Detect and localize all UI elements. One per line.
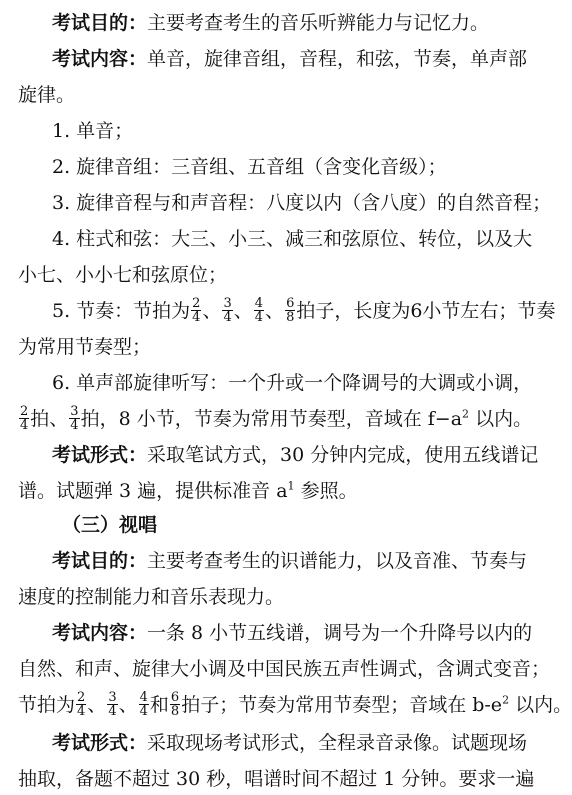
list-item-5-cont: 为常用节奏型； bbox=[18, 336, 152, 358]
list-item-3: 3. 旋律音程与和声音程：八度以内（含八度）的自然音程； bbox=[52, 192, 552, 214]
exam-content-line bbox=[52, 46, 527, 72]
fraction-6-8: $\frac{6}{8}$ bbox=[286, 295, 295, 325]
list-item-5: 5. 节奏：节拍为 $\frac{2}{4}$ 、 $\frac{3}{4}$ 、 $\frac{4}{4}$ 、 $\frac{6}{8}$ 拍子，长度为6小节左右；节奏 bbox=[52, 295, 556, 325]
exam-form-line bbox=[52, 442, 538, 468]
exam-goal-text: 主要考查考生的音乐听辨能力与记忆力。 bbox=[147, 12, 490, 34]
exam-content-line-2-cont: 自然、和声、旋律大小调及中国民族五声性调式，含调式变音； bbox=[18, 658, 551, 680]
fraction-3-4: $\frac{3}{4}$ bbox=[108, 689, 117, 719]
fraction-2-4: $\frac{2}{4}$ bbox=[20, 403, 29, 433]
exam-content-label: 考试内容： bbox=[52, 622, 148, 644]
fraction-4-4: $\frac{4}{4}$ bbox=[254, 295, 264, 325]
exam-goal-line bbox=[52, 10, 489, 36]
item5-prefix: 5. 节奏：节拍为 bbox=[52, 300, 191, 322]
fraction-3-4: $\frac{3}{4}$ bbox=[223, 295, 232, 325]
list-item-6-cont: $\frac{2}{4}$ 拍、 $\frac{3}{4}$ 拍，8 小节，节奏为常用节奏型，音域在 $f-a^2$ 以内。 bbox=[20, 403, 533, 433]
exam-content-label: 考试内容： bbox=[52, 48, 148, 70]
exam-content-line-2 bbox=[52, 620, 532, 646]
list-item-4: 4. 柱式和弦：大三、小三、减三和弦原位、转位，以及大 bbox=[52, 228, 533, 250]
section-heading-sight-singing: （三）视唱 bbox=[62, 514, 158, 536]
exam-form-label: 考试形式： bbox=[52, 444, 148, 466]
list-item-2: 2. 旋律音组：三音组、五音组（含变化音级）； bbox=[52, 156, 447, 178]
list-item-4-cont: 小七、小小七和弦原位； bbox=[18, 264, 228, 286]
exam-form-line-3-cont: 抽取，备题不超过 30 秒，唱谱时间不超过 1 分钟。要求一遍 bbox=[18, 768, 535, 790]
exam-goal-line-2 bbox=[52, 548, 527, 574]
fraction-2-4: $\frac{2}{4}$ bbox=[192, 295, 201, 325]
exam-goal-line-2-cont: 速度的控制能力和音乐表现力。 bbox=[18, 586, 285, 608]
exam-content-text: 一条 8 小节五线谱，调号为一个升降号以内的 bbox=[147, 622, 533, 644]
exam-goal-label: 考试目的： bbox=[52, 550, 148, 572]
fraction-2-4: $\frac{2}{4}$ bbox=[77, 689, 86, 719]
exam-form-text: 采取现场考试形式，全程录音录像。试题现场 bbox=[147, 732, 528, 754]
fraction-6-8: $\frac{6}{8}$ bbox=[170, 689, 180, 719]
list-item-6: 6. 单声部旋律听写：一个升或一个降调号的大调或小调， bbox=[52, 372, 533, 394]
exam-form-label: 考试形式： bbox=[52, 732, 148, 754]
exam-form-line-2: 谱。试题弹 3 遍，提供标准音 $a^1$ 参照。 bbox=[18, 479, 358, 502]
exam-form-line-3 bbox=[52, 730, 527, 756]
list-item-1: 1. 单音； bbox=[52, 120, 134, 142]
exam-content-line-2: 旋律。 bbox=[18, 84, 76, 106]
item5-suffix: 拍子，长度为6小节左右；节奏 bbox=[296, 300, 556, 322]
exam-goal-text: 主要考查考生的识谱能力，以及音准、节奏与 bbox=[147, 550, 528, 572]
exam-form-text: 采取笔试方式，30 分钟内完成，使用五线谱记 bbox=[147, 444, 539, 466]
fraction-4-4: $\frac{4}{4}$ bbox=[139, 689, 148, 719]
exam-goal-label: 考试目的： bbox=[52, 12, 148, 34]
fraction-3-4: $\frac{3}{4}$ bbox=[70, 403, 79, 433]
exam-content-text: 单音，旋律音组，音程，和弦，节奏，单声部 bbox=[147, 48, 528, 70]
meter-line: 节拍为 $\frac{2}{4}$ 、 $\frac{3}{4}$ 、 $\frac{4}{4}$ 和 $\frac{6}{8}$ 拍子；节奏为常用节奏型；音域在 $b-e^2$ 以内。 bbox=[18, 689, 572, 719]
